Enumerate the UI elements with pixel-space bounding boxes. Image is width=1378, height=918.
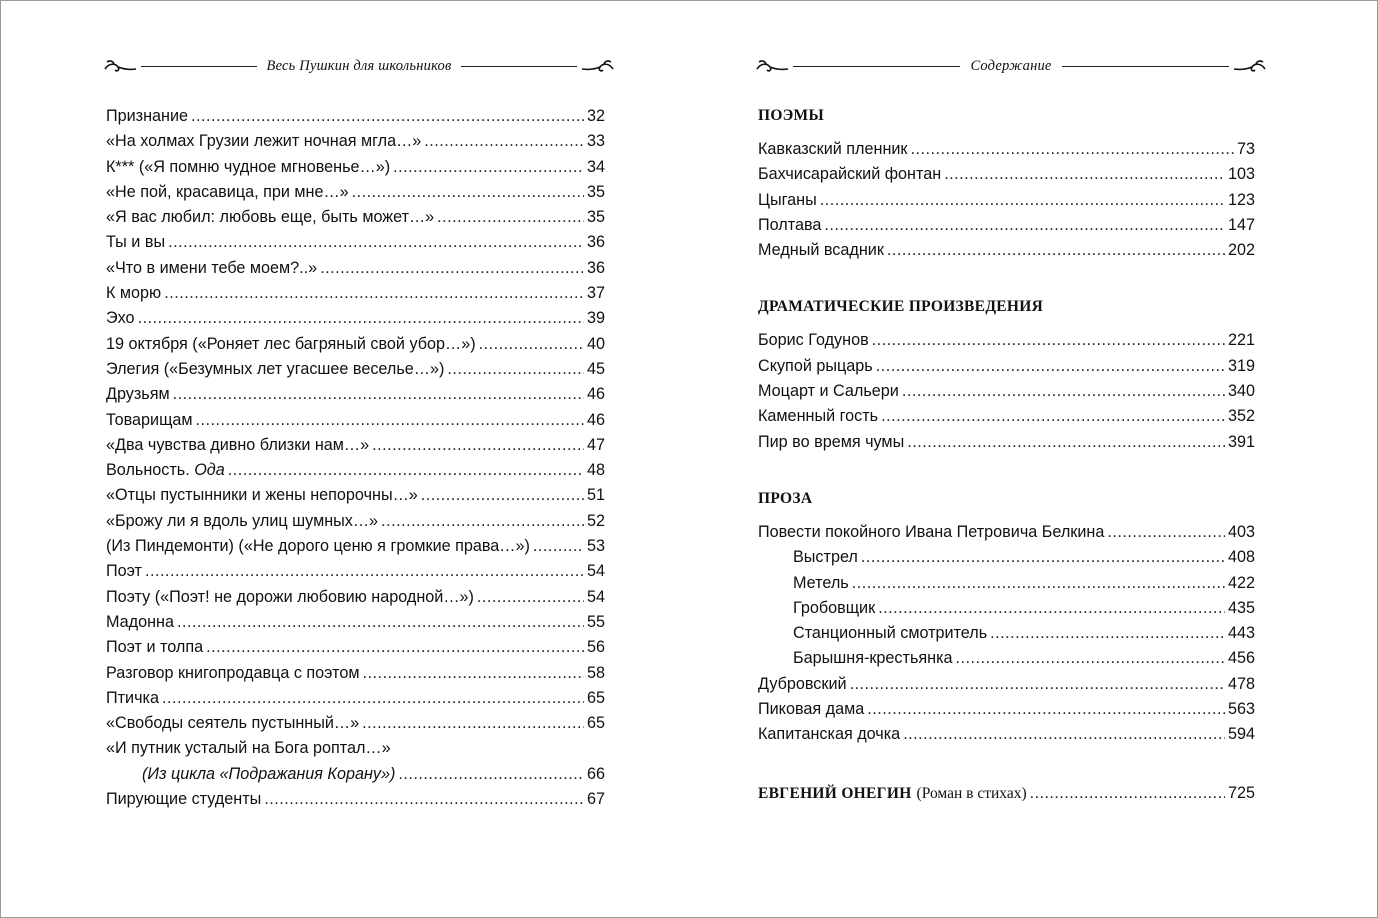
entry-page-number: 478	[1227, 674, 1255, 693]
toc-entry	[106, 686, 605, 711]
entry-title	[106, 155, 390, 180]
entry-title-text: Капитанская дочка	[758, 725, 901, 744]
entry-page-number: 40	[586, 334, 605, 353]
entry-page-number: 36	[586, 258, 605, 277]
dot-leader	[990, 621, 1225, 646]
toc-entry	[106, 230, 605, 255]
entry-title	[106, 382, 170, 407]
toc-entry-onegin	[758, 780, 1255, 806]
entry-title-text: Моцарт и Сальери	[758, 382, 899, 401]
dot-leader	[145, 559, 584, 584]
entry-title-text: Цыганы	[758, 190, 817, 209]
onegin-subtitle: (Роман в стихах)	[916, 784, 1027, 802]
dot-leader	[381, 509, 584, 534]
toc-entry	[758, 354, 1255, 379]
entry-page-number: 403	[1227, 522, 1255, 541]
toc-entry	[106, 281, 605, 306]
toc-entry	[106, 711, 605, 736]
entry-page-number: 103	[1227, 165, 1255, 184]
toc-entry	[758, 213, 1255, 238]
entry-page-number: 37	[586, 284, 605, 303]
toc-entry	[758, 646, 1255, 671]
left-page	[1, 1, 689, 917]
section-heading: ПОЭМЫ	[758, 107, 824, 124]
entry-title	[758, 213, 821, 238]
entry-title	[758, 188, 817, 213]
entry-title-text: Бахчисарайский фонтан	[758, 165, 942, 184]
section-gap	[758, 319, 1255, 328]
toc-entry	[758, 571, 1255, 596]
entry-title	[106, 281, 161, 306]
toc-entry	[106, 635, 605, 660]
entry-title	[106, 711, 359, 736]
dot-leader	[861, 545, 1225, 570]
entry-title: (Из цикла «Подражания Корану»)	[142, 764, 396, 783]
entry-page-number: 352	[1227, 407, 1255, 426]
entry-title	[106, 661, 359, 686]
entry-title-text: Мадонна	[106, 612, 174, 631]
entry-page-number: 340	[1227, 382, 1255, 401]
entry-title-text: Пиковая дама	[758, 700, 865, 719]
toc-entry	[758, 430, 1255, 455]
header-rule	[793, 66, 960, 67]
entry-title-text: 19 октября («Роняет лес багряный свой убор…»)	[106, 334, 476, 353]
entry-title-text: Птичка	[106, 688, 159, 707]
entry-page-number: 66	[586, 764, 605, 783]
toc-entry	[106, 559, 605, 584]
entry-page-number: 147	[1227, 215, 1255, 234]
entry-title-text: Вольность.	[106, 461, 190, 480]
entry-title	[758, 328, 869, 353]
toc-entry	[106, 306, 605, 331]
dot-leader	[162, 686, 584, 711]
entry-title	[106, 357, 444, 382]
entry-title-text: Поэту («Поэт! не дорожи любовию народной…»)	[106, 587, 474, 606]
dot-leader	[850, 672, 1225, 697]
dot-leader	[173, 382, 584, 407]
dot-leader	[911, 137, 1234, 162]
entry-title-text: Гробовщик	[793, 598, 876, 617]
toc-entry	[758, 137, 1255, 162]
entry-title	[106, 205, 434, 230]
section-gap	[758, 128, 1255, 137]
dot-leader	[477, 585, 584, 610]
dot-leader	[362, 661, 584, 686]
entry-page-number: 36	[586, 233, 605, 252]
header-rule	[461, 66, 577, 67]
dot-leader	[907, 430, 1225, 455]
section-gap	[758, 748, 1255, 780]
entry-title	[106, 585, 474, 610]
toc-entry	[758, 545, 1255, 570]
toc-entry	[106, 483, 605, 508]
toc-entry	[758, 672, 1255, 697]
dot-leader	[852, 571, 1225, 596]
entry-page-number: 46	[586, 410, 605, 429]
entry-title	[758, 404, 878, 429]
entry-page-number: 52	[586, 511, 605, 530]
toc-entry	[106, 104, 605, 129]
entry-title-text: «Свободы сеятель пустынный…»	[106, 714, 360, 733]
entry-title-text: (Из Пиндемонти) («Не дорого ценю я громкие права…»)	[106, 537, 530, 556]
entry-title-text: «Два чувства дивно близки нам…»	[106, 435, 370, 454]
entry-title-text: Медный всадник	[758, 241, 884, 260]
entry-title	[793, 571, 849, 596]
entry-title	[106, 433, 369, 458]
entry-page-number: 725	[1227, 783, 1255, 802]
toc-entry	[106, 332, 605, 357]
entry-title-text: Пирующие студенты	[106, 790, 262, 809]
entry-title	[758, 379, 899, 404]
flourish-ornament-icon	[103, 54, 137, 78]
entry-title	[758, 238, 884, 263]
entry-title-text: «Не пой, красавица, при мне…»	[106, 182, 349, 201]
toc-entry	[106, 458, 605, 483]
entry-page-number: 39	[586, 309, 605, 328]
entry-title-text: Полтава	[758, 215, 822, 234]
entry-page-number: 319	[1227, 356, 1255, 375]
entry-title-text: «На холмах Грузии лежит ночная мгла…»	[106, 132, 422, 151]
entry-page-number: 56	[586, 638, 605, 657]
entry-title	[106, 534, 530, 559]
toc-entry	[106, 610, 605, 635]
section-heading: ПРОЗА	[758, 489, 813, 507]
header-rule	[141, 66, 257, 67]
flourish-ornament-icon	[755, 54, 789, 78]
entry-page-number: 563	[1227, 700, 1255, 719]
toc-entry	[758, 722, 1255, 747]
entry-title-text: «Брожу ли я вдоль улиц шумных…»	[106, 511, 379, 530]
entry-title	[106, 104, 188, 129]
toc-entry	[106, 155, 605, 180]
dot-leader	[164, 281, 584, 306]
entry-page-number: 67	[586, 790, 605, 809]
entry-title-text: Выстрел	[793, 548, 858, 567]
dot-leader	[956, 646, 1225, 671]
entry-title	[758, 430, 904, 455]
entry-page-number: 34	[586, 157, 605, 176]
onegin-title: ЕВГЕНИЙ ОНЕГИН	[758, 784, 912, 802]
entry-page-number: 456	[1227, 649, 1255, 668]
entry-page-number: 391	[1227, 432, 1255, 451]
dot-leader	[206, 635, 584, 660]
toc-entry	[758, 162, 1255, 187]
dot-leader	[320, 256, 584, 281]
toc-list-left	[106, 104, 605, 812]
dot-leader	[902, 379, 1225, 404]
dot-leader	[177, 610, 584, 635]
entry-title	[106, 332, 476, 357]
entry-title	[106, 256, 317, 281]
section-gap	[758, 455, 1255, 487]
entry-page-number: 123	[1227, 190, 1255, 209]
entry-title-text: К*** («Я помню чудное мгновенье…»)	[106, 157, 391, 176]
entry-title-text: Ты и вы	[106, 233, 166, 252]
entry-page-number: 35	[586, 182, 605, 201]
entry-title	[106, 230, 165, 255]
dot-leader	[944, 162, 1225, 187]
toc-entry	[106, 357, 605, 382]
flourish-ornament-icon	[1233, 54, 1267, 78]
entry-title	[758, 137, 908, 162]
entry-page-number: 55	[586, 612, 605, 631]
entry-title-text: Каменный гость	[758, 407, 879, 426]
toc-entry	[106, 382, 605, 407]
entry-page-number: 51	[586, 486, 605, 505]
entry-title-text: «Что в имени тебе моем?..»	[106, 258, 318, 277]
entry-page-number: 53	[586, 537, 605, 556]
entry-title	[106, 559, 142, 584]
entry-title-text: Товарищам	[106, 410, 193, 429]
dot-leader	[421, 483, 584, 508]
entry-title-text: Повести покойного Ивана Петровича Белкина	[758, 522, 1105, 541]
toc-entry-line1: «И путник усталый на Бога роптал…»	[106, 739, 391, 758]
dot-leader	[479, 332, 584, 357]
entry-title	[106, 129, 421, 154]
section-gap	[758, 511, 1255, 520]
toc-entry	[758, 404, 1255, 429]
dot-leader	[352, 180, 584, 205]
entry-title	[758, 162, 941, 187]
entry-title	[758, 672, 847, 697]
dot-leader	[138, 306, 584, 331]
toc-entry	[758, 379, 1255, 404]
dot-leader	[903, 722, 1225, 747]
entry-title	[793, 596, 875, 621]
dot-leader	[867, 697, 1225, 722]
toc-entry	[758, 697, 1255, 722]
entry-title	[106, 509, 378, 534]
toc-entry	[106, 408, 605, 433]
entry-page-number: 47	[586, 435, 605, 454]
dot-leader	[196, 408, 584, 433]
entry-page-number: 65	[586, 714, 605, 733]
entry-title-text: Борис Годунов	[758, 331, 869, 350]
dot-leader	[228, 458, 584, 483]
toc-entry	[106, 534, 605, 559]
entry-title-text: «Отцы пустынники и жены непорочны…»	[106, 486, 418, 505]
running-header-title: Весь Пушкин для школьников	[266, 57, 452, 74]
entry-title-text: Элегия («Безумных лет угасшее веселье…»)	[106, 359, 445, 378]
entry-page-number: 45	[586, 359, 605, 378]
entry-title-text: Друзьям	[106, 385, 170, 404]
entry-title-text: Пир во время чумы	[758, 432, 905, 451]
entry-title-text: Метель	[793, 573, 849, 592]
section-heading: ДРАМАТИЧЕСКИЕ ПРОИЗВЕДЕНИЯ	[758, 298, 1044, 316]
entry-page-number: 202	[1227, 241, 1255, 260]
toc-entry	[106, 661, 605, 686]
entry-page-number: 35	[586, 208, 605, 227]
entry-title	[758, 520, 1104, 545]
right-page	[689, 1, 1377, 917]
entry-page-number: 435	[1227, 598, 1255, 617]
entry-title-italic: Ода	[194, 461, 225, 480]
entry-title-text: Поэт и толпа	[106, 638, 204, 657]
dot-leader	[362, 711, 584, 736]
entry-title	[106, 408, 193, 433]
entry-page-number: 408	[1227, 548, 1255, 567]
entry-title-text: Барышня-крестьянка	[793, 649, 953, 668]
dot-leader	[887, 238, 1225, 263]
toc-entry	[758, 596, 1255, 621]
entry-page-number: 33	[586, 132, 605, 151]
dot-leader	[424, 129, 584, 154]
entry-page-number: 48	[586, 461, 605, 480]
entry-title	[758, 697, 864, 722]
dot-leader	[820, 188, 1225, 213]
entry-title	[106, 787, 261, 812]
dot-leader	[191, 104, 584, 129]
dot-leader	[437, 205, 584, 230]
entry-title	[758, 722, 900, 747]
running-header-title: Содержание	[970, 57, 1052, 74]
entry-page-number: 54	[586, 562, 605, 581]
running-header-right	[755, 53, 1267, 79]
entry-title	[106, 635, 203, 660]
entry-title	[793, 646, 953, 671]
entry-title-text: К морю	[106, 284, 162, 303]
entry-title-text: Признание	[106, 107, 189, 125]
dot-leader	[264, 787, 584, 812]
toc-entry	[758, 328, 1255, 353]
dot-leader	[881, 404, 1225, 429]
toc-entry	[106, 787, 605, 812]
toc-entry	[106, 129, 605, 154]
dot-leader	[878, 596, 1225, 621]
entry-title-text: Эхо	[106, 309, 135, 328]
entry-page-number: 32	[586, 107, 605, 125]
toc-entry	[106, 205, 605, 230]
dot-leader	[876, 354, 1225, 379]
dot-leader	[168, 230, 584, 255]
dot-leader	[824, 213, 1225, 238]
dot-leader	[372, 433, 584, 458]
toc-entry	[106, 256, 605, 281]
entry-page-number: 65	[586, 688, 605, 707]
entry-title	[106, 306, 135, 331]
toc-entry	[106, 585, 605, 610]
entry-title-text: Станционный смотритель	[793, 624, 988, 643]
entry-title-text: Кавказский пленник	[758, 140, 908, 158]
entry-title-text: Дубровский	[758, 674, 847, 693]
entry-page-number: 221	[1227, 331, 1255, 350]
entry-title	[106, 180, 349, 205]
entry-title	[106, 483, 418, 508]
entry-title-text: Скупой рыцарь	[758, 356, 873, 375]
entry-title-text: Поэт	[106, 562, 142, 581]
dot-leader	[872, 328, 1225, 353]
toc-list-right	[758, 104, 1255, 806]
entry-page-number: 54	[586, 587, 605, 606]
toc-entry	[758, 520, 1255, 545]
entry-title-text: Разговор книгопродавца с поэтом	[106, 663, 360, 682]
entry-title	[793, 545, 858, 570]
toc-entry	[758, 621, 1255, 646]
toc-entry	[106, 762, 605, 787]
flourish-ornament-icon	[581, 54, 615, 78]
entry-title	[106, 458, 225, 483]
entry-title	[758, 354, 873, 379]
section-gap	[758, 263, 1255, 295]
entry-page-number: 594	[1227, 725, 1255, 744]
header-rule	[1062, 66, 1229, 67]
dot-leader	[1107, 520, 1225, 545]
entry-page-number: 46	[586, 385, 605, 404]
entry-title-text: «Я вас любил: любовь еще, быть может…»	[106, 208, 435, 227]
dot-leader	[533, 534, 584, 559]
dot-leader	[447, 357, 584, 382]
entry-title	[793, 621, 987, 646]
toc-entry	[106, 180, 605, 205]
toc-entry	[106, 433, 605, 458]
entry-page-number: 73	[1236, 140, 1255, 158]
toc-entry	[106, 509, 605, 534]
dot-leader	[393, 155, 584, 180]
entry-page-number: 443	[1227, 624, 1255, 643]
dot-leader	[1030, 781, 1225, 807]
dot-leader	[398, 762, 584, 787]
toc-entry	[758, 188, 1255, 213]
entry-title	[106, 686, 159, 711]
entry-page-number: 58	[586, 663, 605, 682]
entry-page-number: 422	[1227, 573, 1255, 592]
entry-title	[106, 610, 174, 635]
running-header-left	[103, 53, 615, 79]
toc-entry	[758, 238, 1255, 263]
